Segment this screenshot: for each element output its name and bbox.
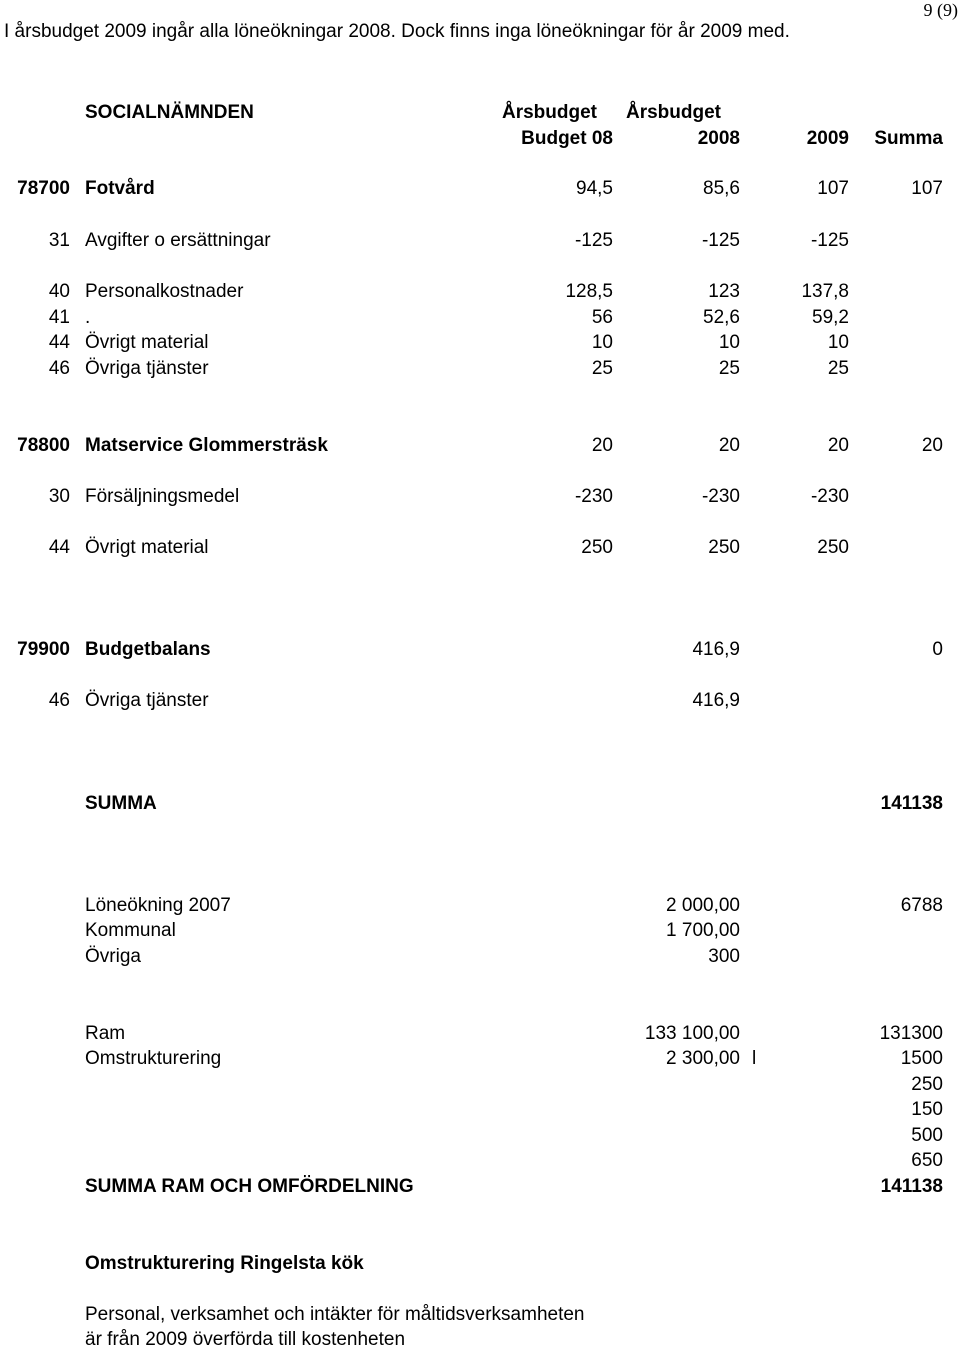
row-code: 78700 (17, 178, 70, 199)
table-row (0, 536, 960, 560)
footer-line-1: Personal, verksamhet och intäkter för måltidsverksamheten (85, 1304, 585, 1325)
row-budget08: 94,5 (576, 178, 613, 199)
header-col-b-line1: Årsbudget (626, 102, 721, 123)
table-row (0, 306, 960, 330)
row-budget08: 20 (591, 435, 613, 456)
table-row (0, 229, 960, 253)
row-budget08: -230 (574, 486, 613, 507)
row-label: Ram (85, 1023, 126, 1044)
row-budget08: 128,5 (565, 281, 613, 302)
row-amount: 133 100,00 (644, 1023, 740, 1044)
row-label: Övrigt material (85, 537, 209, 558)
row-summa: 20 (921, 435, 943, 456)
summa-ram-row (0, 1175, 960, 1199)
row-budget08: 250 (581, 537, 613, 558)
row-code: 44 (48, 332, 70, 353)
row-budget08: -125 (574, 230, 613, 251)
row-summa: 131300 (879, 1023, 943, 1044)
row-code: 31 (48, 230, 70, 251)
row-code: 46 (48, 690, 70, 711)
table-row (0, 894, 960, 918)
row-budget08: 10 (591, 332, 613, 353)
table-row (0, 357, 960, 381)
header-col-d-line2: Summa (874, 128, 943, 149)
summa-value: 141138 (880, 793, 943, 814)
row-arsbudget2008: -125 (701, 230, 740, 251)
row-code: 78800 (17, 435, 70, 456)
row-summa: 500 (911, 1125, 943, 1146)
row-summa: 250 (911, 1074, 943, 1095)
row-mark: l (752, 1048, 757, 1069)
summa-label: SUMMA (85, 793, 157, 814)
row-budget08: 25 (591, 358, 613, 379)
row-code: 40 (48, 281, 70, 302)
row-code: 44 (48, 537, 70, 558)
row-arsbudget2009: 107 (817, 178, 849, 199)
row-arsbudget2008: 20 (718, 435, 740, 456)
summa-row (0, 792, 960, 816)
row-arsbudget2009: -125 (810, 230, 849, 251)
header-col-c-line2: 2009 (806, 128, 849, 149)
row-summa: 0 (932, 639, 943, 660)
footer-heading: Omstrukturering Ringelsta kök (85, 1253, 364, 1274)
row-arsbudget2008: 123 (708, 281, 740, 302)
header-col-a-line1: Årsbudget (502, 102, 597, 123)
row-budget08: 56 (591, 307, 613, 328)
row-summa: 6788 (900, 895, 943, 916)
summa-ram-value: 141138 (880, 1176, 943, 1197)
row-amount: 2 300,00 (666, 1048, 740, 1069)
row-summa: 1500 (900, 1048, 943, 1069)
row-label: Övrigt material (85, 332, 209, 353)
table-row (0, 1124, 960, 1148)
row-label: Övriga tjänster (85, 690, 209, 711)
row-summa: 650 (911, 1150, 943, 1171)
row-arsbudget2009: 25 (827, 358, 849, 379)
row-label: Övriga tjänster (85, 358, 209, 379)
table-row (0, 434, 960, 458)
table-row (0, 945, 960, 969)
row-arsbudget2008: -230 (701, 486, 740, 507)
table-header-row-2 (0, 127, 960, 151)
row-amount: 1 700,00 (666, 920, 740, 941)
row-label: Budgetbalans (85, 639, 211, 660)
row-arsbudget2009: -230 (810, 486, 849, 507)
table-row (0, 280, 960, 304)
row-arsbudget2009: 20 (827, 435, 849, 456)
footer-line-2: är från 2009 överförda till kostenheten (85, 1329, 406, 1350)
table-row (0, 1149, 960, 1173)
row-summa: 150 (911, 1099, 943, 1120)
table-title: SOCIALNÄMNDEN (85, 102, 254, 123)
row-label: Kommunal (85, 920, 176, 941)
summa-ram-label: SUMMA RAM OCH OMFÖRDELNING (85, 1176, 414, 1197)
row-arsbudget2009: 10 (827, 332, 849, 353)
header-col-a-line2: Budget 08 (521, 128, 613, 149)
row-arsbudget2009: 137,8 (801, 281, 849, 302)
table-row (0, 638, 960, 662)
row-label: Försäljningsmedel (85, 486, 240, 507)
row-label: Personalkostnader (85, 281, 244, 302)
row-arsbudget2008: 416,9 (692, 690, 740, 711)
row-label: Löneökning 2007 (85, 895, 231, 916)
row-code: 30 (48, 486, 70, 507)
row-code: 79900 (17, 639, 70, 660)
row-arsbudget2008: 25 (718, 358, 740, 379)
row-label: Avgifter o ersättningar (85, 230, 271, 251)
row-label: Övriga (85, 946, 141, 967)
row-arsbudget2009: 250 (817, 537, 849, 558)
row-amount: 300 (708, 946, 740, 967)
row-label: Omstrukturering (85, 1048, 222, 1069)
row-summa: 107 (911, 178, 943, 199)
table-header-row-1 (0, 101, 960, 125)
row-arsbudget2008: 250 (708, 537, 740, 558)
row-arsbudget2008: 52,6 (703, 307, 740, 328)
row-code: 41 (48, 307, 70, 328)
table-row (0, 919, 960, 943)
table-row (0, 1047, 960, 1071)
table-row (0, 1022, 960, 1046)
table-row (0, 1098, 960, 1122)
row-label: . (85, 307, 91, 328)
row-arsbudget2008: 416,9 (692, 639, 740, 660)
page-number: 9 (9) (923, 0, 958, 20)
table-row (0, 1073, 960, 1097)
intro-text: I årsbudget 2009 ingår alla löneökningar 2008. Dock finns inga löneökningar för år 2009 med. (4, 21, 790, 42)
row-amount: 2 000,00 (666, 895, 740, 916)
row-arsbudget2008: 10 (718, 332, 740, 353)
table-row (0, 177, 960, 201)
table-row (0, 331, 960, 355)
row-label: Matservice Glommersträsk (85, 435, 328, 456)
table-row (0, 689, 960, 713)
row-arsbudget2008: 85,6 (703, 178, 740, 199)
row-arsbudget2009: 59,2 (812, 307, 849, 328)
table-row (0, 485, 960, 509)
row-label: Fotvård (85, 178, 155, 199)
header-col-b-line2: 2008 (697, 128, 740, 149)
row-code: 46 (48, 358, 70, 379)
